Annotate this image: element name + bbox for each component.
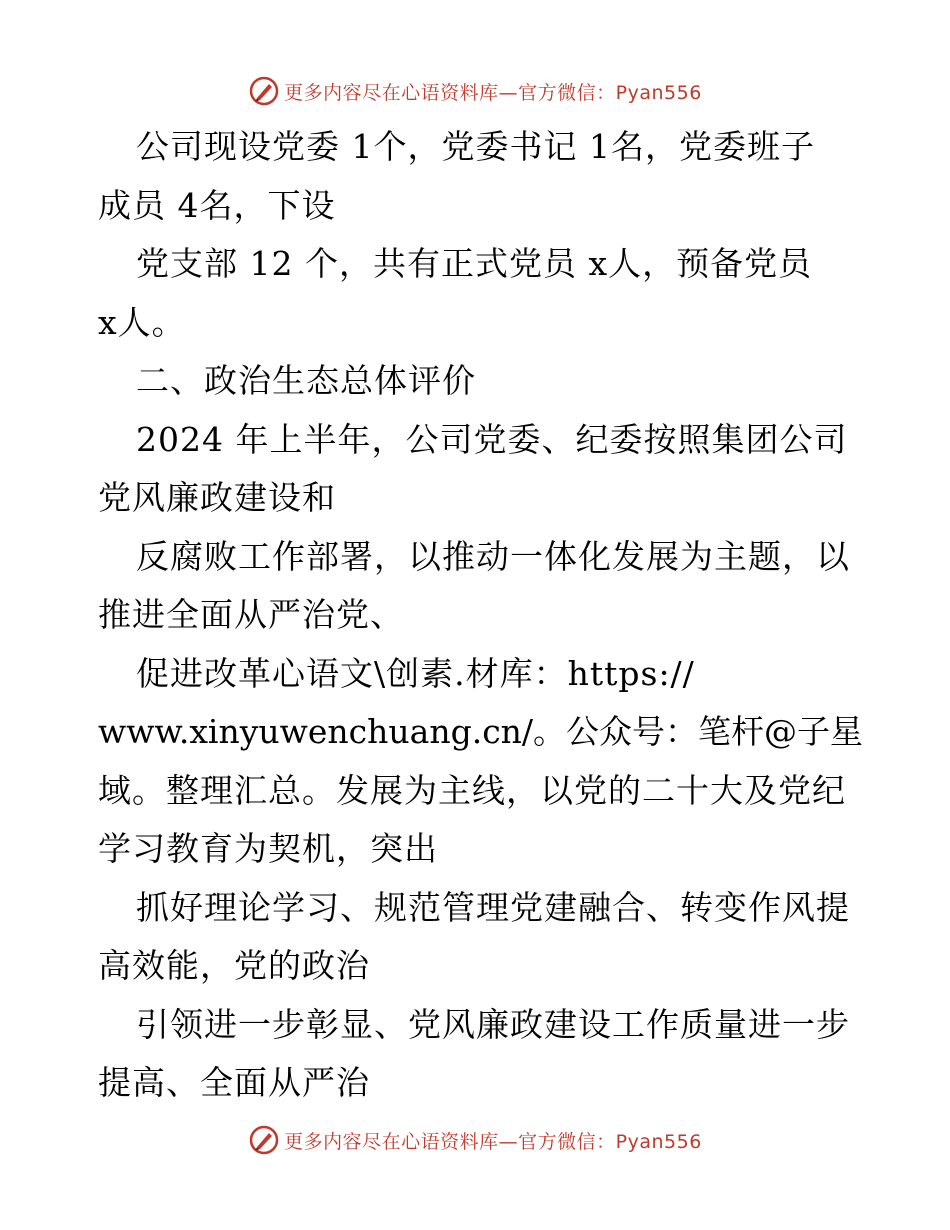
text-line: 推进全面从严治党、 — [98, 595, 404, 634]
text-line: 促进改革心语文\创素.材库：https:// — [136, 653, 695, 693]
footer-banner-text: 更多内容尽在心语资料库—官方微信：Pyan556 — [284, 1130, 702, 1153]
text-line: 成员 4名，下设 — [98, 185, 336, 225]
pen-logo-icon — [248, 75, 280, 107]
document-body — [98, 118, 864, 1113]
text-line: 公司现设党委 1个，党委书记 1名，党委班子 — [136, 127, 815, 166]
text-line: www.xinyuwenchuang.cn/。公众号：笔杆@子星 — [98, 712, 864, 751]
section-heading: 二、政治生态总体评价 — [136, 361, 476, 400]
text-line: 提高、全面从严治 — [98, 1063, 370, 1102]
text-line: 高效能，党的政治 — [98, 946, 370, 985]
text-line: 引领进一步彰显、党风廉政建设工作质量进一步 — [136, 1004, 850, 1044]
text-line: x人。 — [98, 302, 186, 342]
text-line: 2024 年上半年，公司党委、纪委按照集团公司 — [136, 419, 848, 459]
text-line: 抓好理论学习、规范管理党建融合、转变作风提 — [136, 887, 850, 927]
text-line: 党支部 12 个，共有正式党员 x人，预备党员 — [136, 244, 813, 283]
header-banner — [0, 71, 950, 111]
footer-banner — [0, 1120, 950, 1160]
pen-logo-icon — [248, 1124, 280, 1156]
header-banner-text: 更多内容尽在心语资料库—官方微信：Pyan556 — [284, 81, 702, 104]
text-line: 域。整理汇总。发展为主线，以党的二十大及党纪 — [98, 770, 846, 810]
text-line: 反腐败工作部署，以推动一体化发展为主题，以 — [136, 536, 850, 576]
text-line: 学习教育为契机，突出 — [98, 829, 438, 868]
text-line: 党风廉政建设和 — [98, 478, 336, 517]
